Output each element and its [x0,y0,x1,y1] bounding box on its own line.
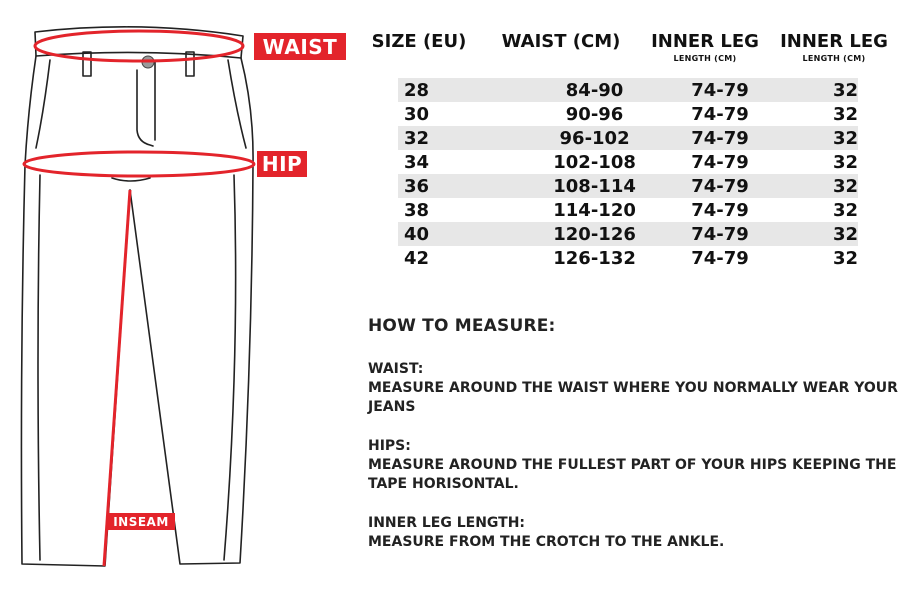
section-label: WAIST: [368,361,424,377]
cell-waist: 84-90 [565,79,624,101]
header-inner-leg [644,30,766,63]
cell-size: 30 [404,103,430,125]
size-table [371,30,888,269]
cell-size: 34 [404,151,430,173]
measure-section-hips [368,437,898,494]
header-inner-leg-text: INNER LEG [651,31,759,52]
table-row [398,150,858,174]
cell-inner-leg-2: 32 [832,247,859,269]
cell-inner-leg-2: 32 [832,127,859,149]
cell-inner-leg: 74-79 [691,199,749,221]
cell-inner-leg: 74-79 [691,151,749,173]
cell-inner-leg: 74-79 [691,175,749,197]
cell-waist: 120-126 [553,223,636,245]
section-label: INNER LEG LENGTH: [368,515,526,531]
cell-waist: 114-120 [553,199,636,221]
cell-waist: 90-96 [565,103,624,125]
cell-inner-leg-2: 32 [832,103,859,125]
pants-illustration [0,0,350,599]
table-row [398,222,858,246]
cell-inner-leg-2: 32 [832,151,859,173]
cell-size: 42 [404,247,430,269]
cell-waist: 108-114 [553,175,636,197]
cell-inner-leg-2: 32 [832,199,859,221]
cell-size: 40 [404,223,430,245]
how-to-title: HOW TO MEASURE: [368,316,556,336]
cell-inner-leg-2: 32 [832,223,859,245]
measure-section-inner-leg [368,514,898,552]
cell-inner-leg-2: 32 [832,79,859,101]
section-label: HIPS: [368,438,411,454]
table-row [398,126,858,150]
measure-section-waist [368,360,898,417]
header-inner-leg-2-text: INNER LEG [780,31,888,52]
inseam-label: INSEAM [107,513,175,530]
header-waist [494,30,628,54]
table-body [398,78,858,270]
section-text: MEASURE FROM THE CROTCH TO THE ANKLE. [368,534,725,550]
how-to-measure [368,316,898,572]
table-row [398,174,858,198]
section-text: MEASURE AROUND THE WAIST WHERE YOU NORMALLY WEAR YOUR JEANS [368,380,898,415]
waist-label: WAIST [254,33,346,60]
header-inner-leg-sub: LENGTH (CM) [673,54,737,63]
cell-waist: 102-108 [553,151,636,173]
table-row [398,198,858,222]
cell-waist: 96-102 [559,127,630,149]
cell-inner-leg: 74-79 [691,103,749,125]
table-row [398,78,858,102]
cell-size: 36 [404,175,430,197]
table-header [371,30,888,76]
table-row [398,102,858,126]
cell-inner-leg-2: 32 [832,175,859,197]
cell-size: 28 [404,79,430,101]
header-size [364,30,474,54]
cell-inner-leg: 74-79 [691,127,749,149]
header-inner-leg-2 [774,30,894,63]
header-size-text: SIZE (EU) [371,31,467,52]
cell-waist: 126-132 [553,247,636,269]
header-inner-leg-2-sub: LENGTH (CM) [802,54,866,63]
header-waist-text: WAIST (CM) [501,31,621,52]
hip-label: HIP [257,151,307,177]
cell-inner-leg: 74-79 [691,79,749,101]
table-row [398,246,858,270]
cell-size: 38 [404,199,430,221]
cell-size: 32 [404,127,430,149]
section-text: MEASURE AROUND THE FULLEST PART OF YOUR HIPS KEEPING THE TAPE HORISONTAL. [368,457,897,492]
cell-inner-leg: 74-79 [691,247,749,269]
cell-inner-leg: 74-79 [691,223,749,245]
